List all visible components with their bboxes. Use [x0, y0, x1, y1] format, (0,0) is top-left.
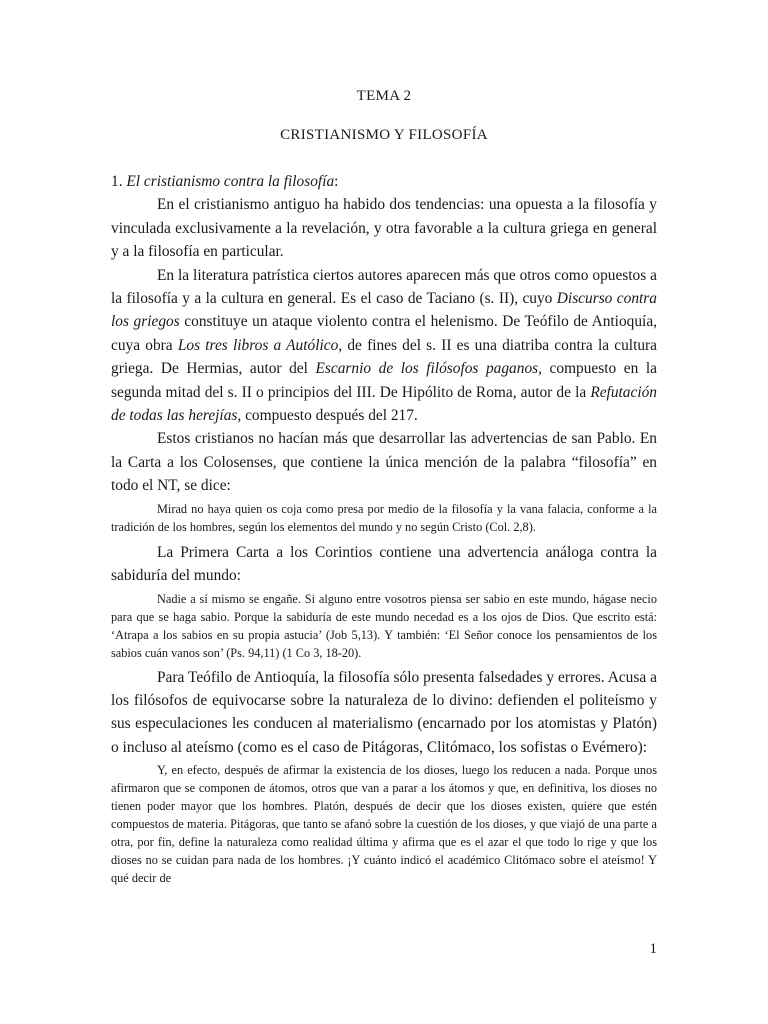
p2-text-e: de fines del s. II es una diatriba contra la cultura griega. De Hermias, autor del — [111, 336, 657, 378]
quote-colosenses: Mirad no haya quien os coja como presa por medio de la filosofía y la vana falacia, conforme a la tradición de los hombres, según los elementos del mundo y no según Cristo (Col. 2,8). — [111, 501, 657, 534]
paragraph-3: Estos cristianos no hacían más que desarrollar las advertencias de san Pablo. En la Carta a los Colosenses, que contiene la única mención de la palabra “filosofía” en todo el NT, se dice: — [111, 430, 657, 495]
section-colon: : — [334, 173, 339, 190]
page-number: 1 — [649, 941, 657, 957]
paragraph-2 — [111, 264, 657, 428]
work-title-autolico: Los tres libros a Autólico, — [177, 336, 343, 354]
document-title: CRISTIANISMO Y FILOSOFÍA — [280, 127, 488, 143]
paragraph-4: La Primera Carta a los Corintios contiene una advertencia análoga contra la sabiduría del mundo: — [111, 543, 657, 585]
work-title-refutacion: Refutación de todas las herejías, — [111, 383, 657, 425]
p2-text-c: constituye un ataque violento contra el helenismo. De Teófilo de Antioquía, cuya obra — [111, 313, 658, 354]
work-title-discurso: Discurso contra los griegos — [111, 290, 657, 331]
section-number: 1. — [111, 173, 127, 190]
quote-corintios: Nadie a sí mismo se engañe. Si alguno entre vosotros piensa ser sabio en este mundo, hágase necio para que se haga sabio. Porque la sabiduría de este mundo necedad es a los ojos de Dios. Que escrito está: ‘Atrapa a los sabios en su propia astucia’ (Job 5,13). Y también: ‘El Señor conoce los pensamientos de los sabios cuán vanos son’ (Ps. 94,11) (1 Co 3, 18-20). — [111, 591, 657, 660]
paragraph-5: Para Teófilo de Antioquía, la filosofía sólo presenta falsedades y errores. Acusa a los filósofos de equivocarse sobre la naturaleza de lo divino: defienden el politeísmo y sus especulaciones les conducen al materialismo (encarnado por los atomistas y Platón) o incluso al ateísmo (como es el caso de Pitágoras, Clitómaco, los sofistas o Evémero): — [111, 668, 657, 756]
section-title: El cristianismo contra la filosofía — [126, 173, 335, 190]
p2-text-i: compuesto después del 217. — [241, 407, 418, 425]
tema-heading: TEMA 2 — [356, 88, 412, 104]
document-body — [111, 170, 657, 891]
p2-text-a: En la literatura patrística ciertos autores aparecen más que otros como opuestos a la filosofía y a la cultura en general. Es el caso de Taciano (s. II), cuyo — [111, 266, 657, 308]
work-title-escarnio: Escarnio de los filósofos paganos, — [315, 360, 542, 378]
p2-text-g: compuesto en la segunda mitad del s. II o principios del III. De Hipólito de Roma, autor de la — [111, 360, 657, 401]
section-heading — [111, 170, 657, 193]
quote-teofilo: Y, en efecto, después de afirmar la existencia de los dioses, luego los reducen a nada. Porque unos afirmaron que se componen de átomos, otros que van a parar a los átomos y que, en definitiva, los dioses no tienen poder mayor que los hombres. Platón, después de decir que los dioses existen, quiere que estén compuestos de materia. Pitágoras, que tanto se afanó sobre la cuestión de los dioses, y que viajó de una parte a otra, por fin, define la naturaleza como realidad última y afirma que es el azar el que todo lo rige y que los dioses no se cuidan para nada de los hombres. ¡Y cuánto indicó el académico Clitómaco sobre el ateísmo! Y qué decir de — [111, 763, 657, 886]
paragraph-1: En el cristianismo antiguo ha habido dos tendencias: una opuesta a la filosofía y vinculada exclusivamente a la revelación, y otra favorable a la cultura griega en general y a la filosofía en particular. — [111, 196, 657, 261]
